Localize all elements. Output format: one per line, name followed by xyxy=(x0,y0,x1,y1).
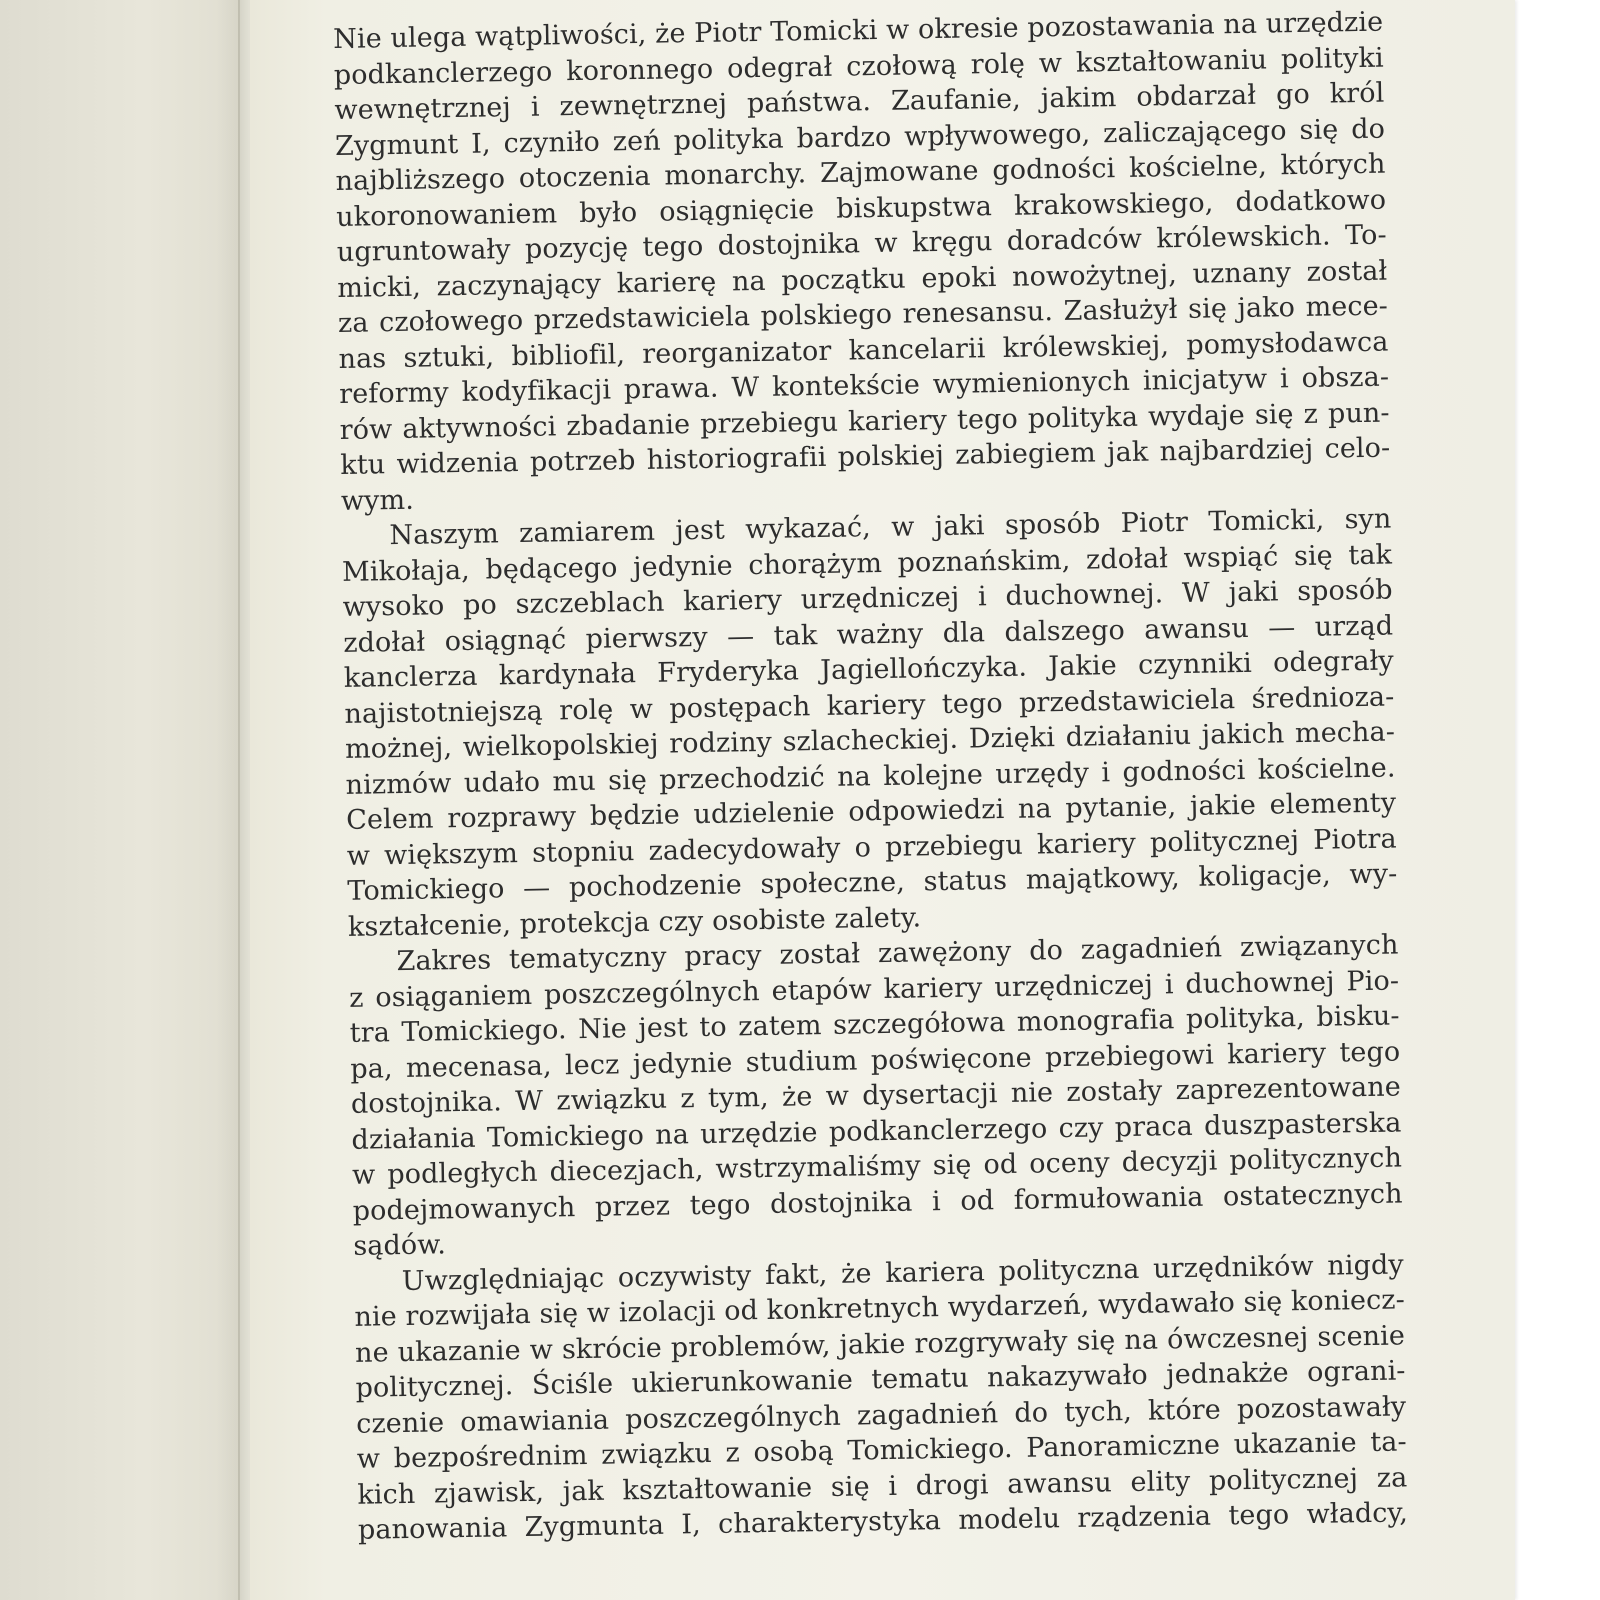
text-line: wysoko po szczeblach kariery urzędniczej i duchownej. W jaki sposób xyxy=(342,574,1393,623)
paragraph-4 xyxy=(354,1247,1409,1548)
text-line: ktu widzenia potrzeb historiografii polskiej zabiegiem jak najbardziej celo- xyxy=(340,432,1391,481)
text-line: podejmowanych przez tego dostojnika i od formułowania ostatecznych xyxy=(352,1177,1403,1227)
text-line: w podległych diecezjach, wstrzymaliśmy się od oceny decyzji politycznych xyxy=(351,1142,1403,1191)
text-line: sądów. xyxy=(353,1229,447,1262)
text-line: czenie omawiania poszczególnych zagadnień do tych, które pozostawały xyxy=(355,1390,1407,1440)
text-line: wewnętrznej i zewnętrznej państwa. Zaufanie, jakim obdarzał go król xyxy=(334,77,1385,126)
text-line: Celem rozprawy będzie udzielenie odpowiedzi na pytanie, jakie elementy xyxy=(345,787,1397,836)
paragraph-1 xyxy=(333,5,1391,519)
text-line: Zygmunt I, czyniło zeń polityka bardzo wpływowego, zaliczającego się do xyxy=(334,113,1386,162)
paragraph-2 xyxy=(341,502,1398,945)
text-line: nie rozwijała się w izolacji od konkretnych wydarzeń, wydawało się koniecz- xyxy=(354,1284,1406,1333)
text-line: za czołowego przedstawiciela polskiego renesansu. Zasłużył się jako mece- xyxy=(337,290,1389,339)
text-line: Naszym zamiarem jest wykazać, w jaki sposób Piotr Tomicki, syn xyxy=(389,503,1392,552)
text-line: nas sztuki, bibliofil, reorganizator kancelarii królewskiej, pomysłodawca xyxy=(338,326,1389,375)
text-line: micki, zaczynający karierę na początku epoki nowożytnej, uznany został xyxy=(337,255,1388,304)
left-page-edge xyxy=(0,0,240,1600)
text-line: pa, mecenasa, lecz jedynie studium poświęcone przebiegowi kariery tego xyxy=(350,1035,1401,1085)
text-line: tra Tomickiego. Nie jest to zatem szczegółowa monografia polityka, bisku- xyxy=(349,1000,1400,1049)
text-line: najistotniejszą rolę w postępach kariery tego przedstawiciela średnioza- xyxy=(344,680,1395,730)
text-line: kanclerza kardynała Fryderyka Jagiellończyka. Jakie czynniki odegrały xyxy=(343,645,1394,694)
text-line: podkanclerzego koronnego odegrał czołową rolę w kształtowaniu polityki xyxy=(333,42,1384,91)
text-line: reformy kodyfikacji prawa. W kontekście wymienionych inicjatyw i obsza- xyxy=(338,361,1390,410)
text-line: politycznej. Ściśle ukierunkowanie tematu nakazywało jednakże ograni- xyxy=(355,1355,1406,1404)
text-line: możnej, wielkopolskiej rodziny szlacheckiej. Dzięki działaniu jakich mecha- xyxy=(344,716,1396,765)
text-line: Zakres tematyczny pracy został zawężony do zagadnień związanych xyxy=(396,929,1399,978)
text-line: ukoronowaniem było osiągnięcie biskupstwa krakowskiego, dodatkowo xyxy=(335,184,1387,233)
text-line: Tomickiego — pochodzenie społeczne, status majątkowy, koligacje, wy- xyxy=(347,858,1398,907)
text-line: w bezpośrednim związku z osobą Tomickiego. Panoramiczne ukazanie ta- xyxy=(356,1426,1407,1475)
text-line: kształcenie, protekcja czy osobiste zalety. xyxy=(347,901,922,943)
text-line: Mikołaja, będącego jedynie chorążym poznańskim, zdołał wspiąć się tak xyxy=(341,539,1393,588)
text-line: ne ukazanie w skrócie problemów, jakie rozgrywały się na ówczesnej scenie xyxy=(354,1319,1406,1369)
text-line: kich zjawisk, jak kształtowanie się i drogi awansu elity politycznej za xyxy=(357,1461,1408,1511)
text-line: ugruntowały pozycję tego dostojnika w kręgu doradców królewskich. To- xyxy=(336,219,1387,268)
text-line: działania Tomickiego na urzędzie podkanclerzego czy praca duszpasterska xyxy=(351,1106,1402,1156)
text-line: najbliższego otoczenia monarchy. Zajmowane godności kościelne, których xyxy=(335,148,1386,197)
text-line: zdołał osiągnąć pierwszy — tak ważny dla dalszego awansu — urząd xyxy=(343,610,1394,659)
text-line: rów aktywności zbadanie przebiegu kariery tego polityka wydaje się z pun- xyxy=(339,397,1390,446)
text-line: Nie ulega wątpliwości, że Piotr Tomicki w okresie pozostawania na urzędzie xyxy=(333,6,1384,55)
text-line: panowania Zygmunta I, charakterystyka modelu rządzenia tego władcy, xyxy=(357,1497,1409,1546)
text-line: dostojnika. W związku z tym, że w dysertacji nie zostały zaprezentowane xyxy=(350,1071,1402,1120)
paragraph-3 xyxy=(348,927,1403,1264)
page-text xyxy=(333,5,1408,1549)
text-line: Uwzględniając oczywisty fakt, że kariera polityczna urzędników nigdy xyxy=(401,1248,1405,1297)
text-line: w większym stopniu zadecydowały o przebiegu kariery politycznej Piotra xyxy=(346,822,1397,872)
text-line: nizmów udało mu się przechodzić na kolejne urzędy i godności kościelne. xyxy=(345,751,1396,801)
text-line: z osiąganiem poszczególnych etapów kariery urzędniczej i duchownej Pio- xyxy=(348,964,1400,1014)
text-line: wym. xyxy=(340,484,415,517)
